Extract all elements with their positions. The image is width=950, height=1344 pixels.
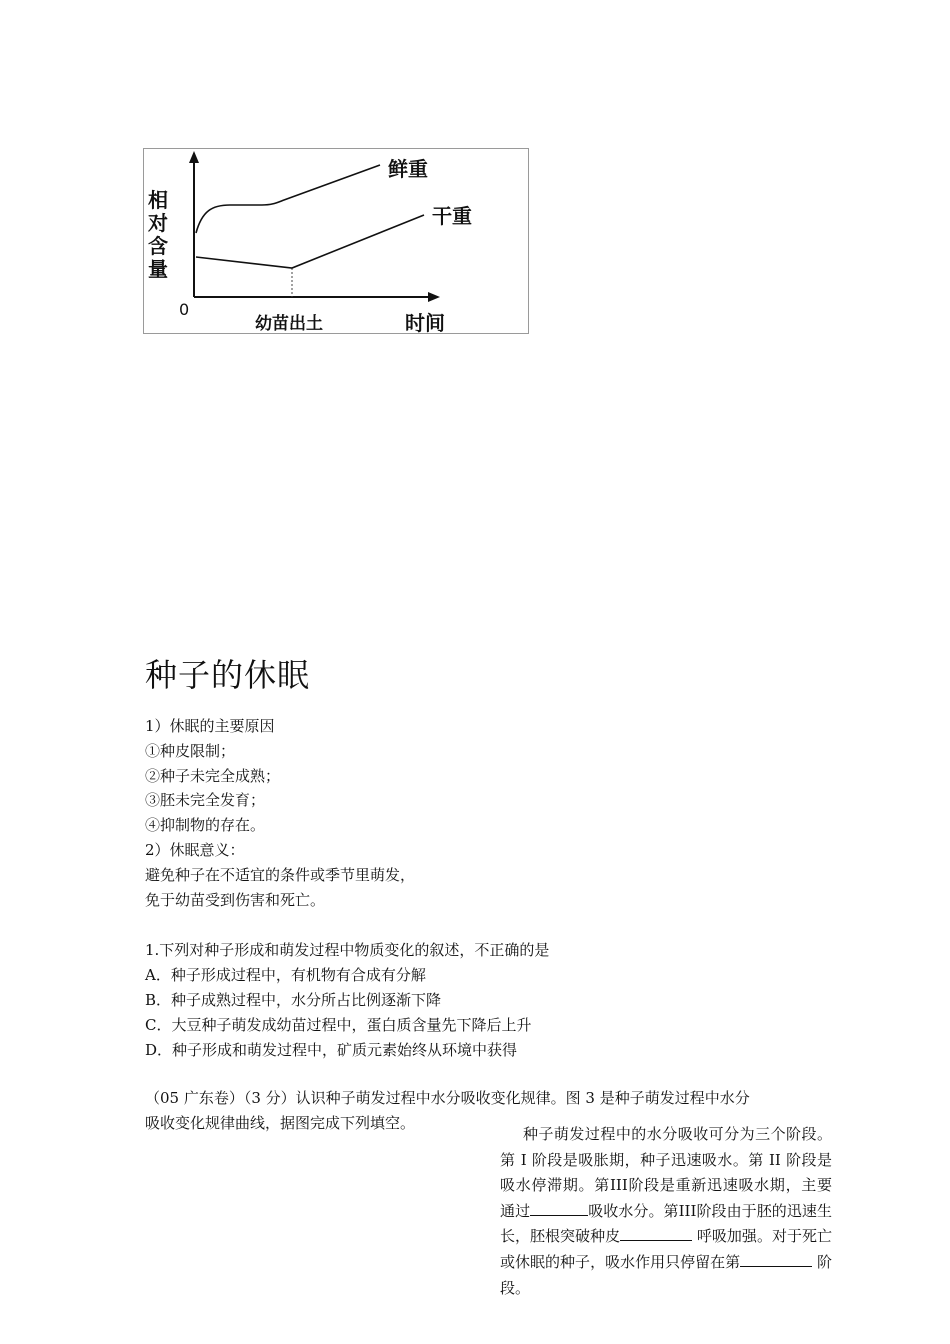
dormancy-line: 2）休眠意义： bbox=[145, 840, 245, 859]
fill-text-part: 阶段。 bbox=[500, 1252, 832, 1297]
y-axis-arrow bbox=[189, 151, 199, 163]
question-option-b: B．种子成熟过程中，水分所占比例逐渐下降 bbox=[145, 990, 442, 1009]
x-axis-label: 时间 bbox=[405, 311, 445, 335]
seed-weight-figure bbox=[143, 148, 529, 334]
fresh-weight-curve bbox=[196, 165, 380, 233]
dormancy-line: ①种皮限制； bbox=[145, 741, 236, 760]
answer-blank-3[interactable] bbox=[740, 1252, 812, 1267]
question-option-a: A．种子形成过程中，有机物有合成有分解 bbox=[145, 966, 426, 985]
question-option-c: C．大豆种子萌发成幼苗过程中，蛋白质含量先下降后上升 bbox=[145, 1015, 532, 1034]
fill-text-part: 呼吸加强。对于死亡或休眠的种子，吸水作用只停留在第 bbox=[500, 1227, 832, 1271]
y-axis-label-char-2: 对 bbox=[148, 211, 168, 235]
dry-weight-label: 干重 bbox=[432, 204, 472, 228]
answer-blank-2[interactable] bbox=[620, 1226, 692, 1241]
fill-text-part: 吸收水分。第III阶段由于胚的迅速生长，胚根突破种皮 bbox=[500, 1201, 832, 1246]
dormancy-line: 免于幼苗受到伤害和死亡。 bbox=[145, 890, 326, 909]
dormancy-line: ②种子未完全成熟； bbox=[145, 766, 281, 785]
question2-fill-in-paragraph bbox=[500, 1122, 832, 1301]
question-option-d: D．种子形成和萌发过程中，矿质元素始终从环境中获得 bbox=[145, 1040, 518, 1059]
fresh-weight-label: 鲜重 bbox=[388, 157, 428, 181]
dry-weight-curve bbox=[196, 215, 424, 268]
y-axis-label-char-3: 含 bbox=[148, 234, 168, 258]
indent bbox=[500, 1125, 523, 1143]
dormancy-content bbox=[145, 714, 825, 1062]
dormancy-line: ④抑制物的存在。 bbox=[145, 816, 266, 835]
question2-intro-line: （05 广东卷）（3 分）认识种子萌发过程中水分吸收变化规律。图 3 是种子萌发过程中水分 bbox=[145, 1089, 750, 1107]
origin-label: 0 bbox=[179, 300, 190, 319]
fill-text-part: 种子萌发过程中的水分吸收可分为三个阶段。第 I 阶段是吸胀期，种子迅速吸水。第 II 阶段是吸水停滞期。第III阶段是重新迅速吸水期，主要通过 bbox=[500, 1125, 832, 1220]
y-axis-label-char-4: 量 bbox=[148, 257, 168, 281]
spacer bbox=[145, 912, 825, 938]
y-axis-label-char-1: 相 bbox=[148, 188, 168, 212]
dormancy-line: ③胚未完全发育； bbox=[145, 791, 266, 810]
dormancy-line: 避免种子在不适宜的条件或季节里萌发， bbox=[145, 865, 416, 884]
section-title: 种子的休眠 bbox=[145, 656, 311, 694]
question2-intro-line: 吸收变化规律曲线，据图完成下列填空。 bbox=[145, 1113, 416, 1132]
question-stem: 1.下列对种子形成和萌发过程中物质变化的叙述，不正确的是 bbox=[145, 941, 550, 960]
answer-blank-1[interactable] bbox=[530, 1201, 588, 1216]
dormancy-line: 1）休眠的主要原因 bbox=[145, 717, 275, 735]
weight-curve-graph bbox=[144, 149, 530, 335]
emergence-label: 幼苗出土 bbox=[255, 314, 323, 334]
x-axis-arrow bbox=[428, 292, 440, 302]
